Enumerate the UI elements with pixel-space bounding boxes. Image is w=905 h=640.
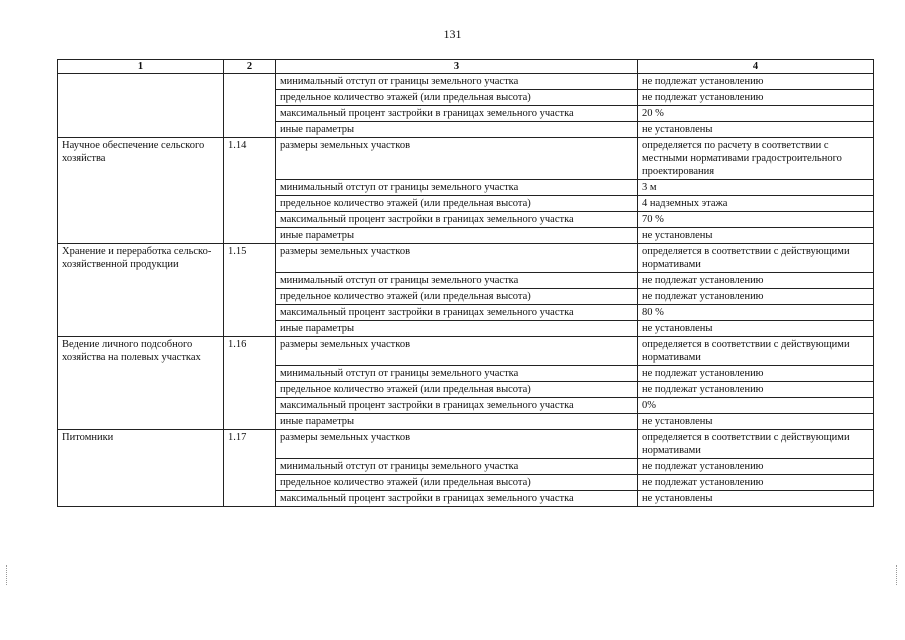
parameter-name: предельное количество этажей (или предельная высота) <box>276 289 638 305</box>
parameter-name: минимальный отступ от границы земельного участка <box>276 273 638 289</box>
parameter-value: определяется по расчету в соответствии с местными нормативами градостроительного проектирования <box>638 138 874 180</box>
parameter-name: предельное количество этажей (или предельная высота) <box>276 196 638 212</box>
parameter-value: не подлежат установлению <box>638 382 874 398</box>
parameter-name: минимальный отступ от границы земельного участка <box>276 366 638 382</box>
land-use-type <box>58 74 224 138</box>
parameter-name: максимальный процент застройки в границах земельного участка <box>276 212 638 228</box>
parameter-value: не подлежат установлению <box>638 366 874 382</box>
parameter-value: определяется в соответствии с действующими нормативами <box>638 244 874 273</box>
parameter-name: размеры земельных участков <box>276 138 638 180</box>
land-use-code: 1.17 <box>224 430 276 507</box>
page-number: 131 <box>443 27 462 41</box>
parameter-name: максимальный процент застройки в границах земельного участка <box>276 305 638 321</box>
header-row <box>58 60 874 74</box>
land-use-code <box>224 74 276 138</box>
land-use-type: Питомники <box>58 430 224 507</box>
parameter-name: предельное количество этажей (или предельная высота) <box>276 475 638 491</box>
parameter-name: предельное количество этажей (или предельная высота) <box>276 382 638 398</box>
land-use-code: 1.15 <box>224 244 276 337</box>
parameter-name: иные параметры <box>276 321 638 337</box>
parameter-value: 20 % <box>638 106 874 122</box>
parameter-value: 80 % <box>638 305 874 321</box>
zoning-parameters-table <box>57 59 874 507</box>
parameter-name: максимальный процент застройки в границах земельного участка <box>276 106 638 122</box>
parameter-value: не установлены <box>638 122 874 138</box>
header-col-1: 1 <box>58 60 224 74</box>
parameter-name: максимальный процент застройки в границах земельного участка <box>276 491 638 507</box>
table-body <box>58 74 874 507</box>
parameter-value: определяется в соответствии с действующими нормативами <box>638 337 874 366</box>
land-use-type: Научное обеспечение сельского хозяйства <box>58 138 224 244</box>
parameter-value: не подлежат установлению <box>638 273 874 289</box>
parameter-name: размеры земельных участков <box>276 244 638 273</box>
land-use-type: Ведение личного подсобного хозяйства на полевых участках <box>58 337 224 430</box>
parameter-name: иные параметры <box>276 228 638 244</box>
parameter-name: минимальный отступ от границы земельного участка <box>276 74 638 90</box>
header-col-4: 4 <box>638 60 874 74</box>
parameter-value: определяется в соответствии с действующими нормативами <box>638 430 874 459</box>
parameter-value: 0% <box>638 398 874 414</box>
parameter-value: 3 м <box>638 180 874 196</box>
parameter-value: не подлежат установлению <box>638 289 874 305</box>
parameter-name: минимальный отступ от границы земельного участка <box>276 180 638 196</box>
parameter-name: минимальный отступ от границы земельного участка <box>276 459 638 475</box>
parameter-name: иные параметры <box>276 122 638 138</box>
parameter-name: предельное количество этажей (или предельная высота) <box>276 90 638 106</box>
table-row <box>58 430 874 459</box>
land-use-code: 1.14 <box>224 138 276 244</box>
left-edge-mark <box>6 565 9 585</box>
table-row <box>58 337 874 366</box>
parameter-name: иные параметры <box>276 414 638 430</box>
parameter-value: не подлежат установлению <box>638 90 874 106</box>
header-col-3: 3 <box>276 60 638 74</box>
parameter-value: 70 % <box>638 212 874 228</box>
right-edge-mark <box>896 565 899 585</box>
parameter-name: размеры земельных участков <box>276 430 638 459</box>
table-row <box>58 244 874 273</box>
parameter-value: не установлены <box>638 491 874 507</box>
parameter-value: не установлены <box>638 228 874 244</box>
parameter-value: не подлежат установлению <box>638 475 874 491</box>
table-row <box>58 74 874 90</box>
table-row <box>58 138 874 180</box>
land-use-code: 1.16 <box>224 337 276 430</box>
parameter-name: максимальный процент застройки в границах земельного участка <box>276 398 638 414</box>
parameter-value: не подлежат установлению <box>638 74 874 90</box>
header-col-2: 2 <box>224 60 276 74</box>
land-use-type: Хранение и переработка сельско-хозяйственной продукции <box>58 244 224 337</box>
parameter-value: 4 надземных этажа <box>638 196 874 212</box>
parameter-name: размеры земельных участков <box>276 337 638 366</box>
parameter-value: не установлены <box>638 414 874 430</box>
parameter-value: не установлены <box>638 321 874 337</box>
parameter-value: не подлежат установлению <box>638 459 874 475</box>
